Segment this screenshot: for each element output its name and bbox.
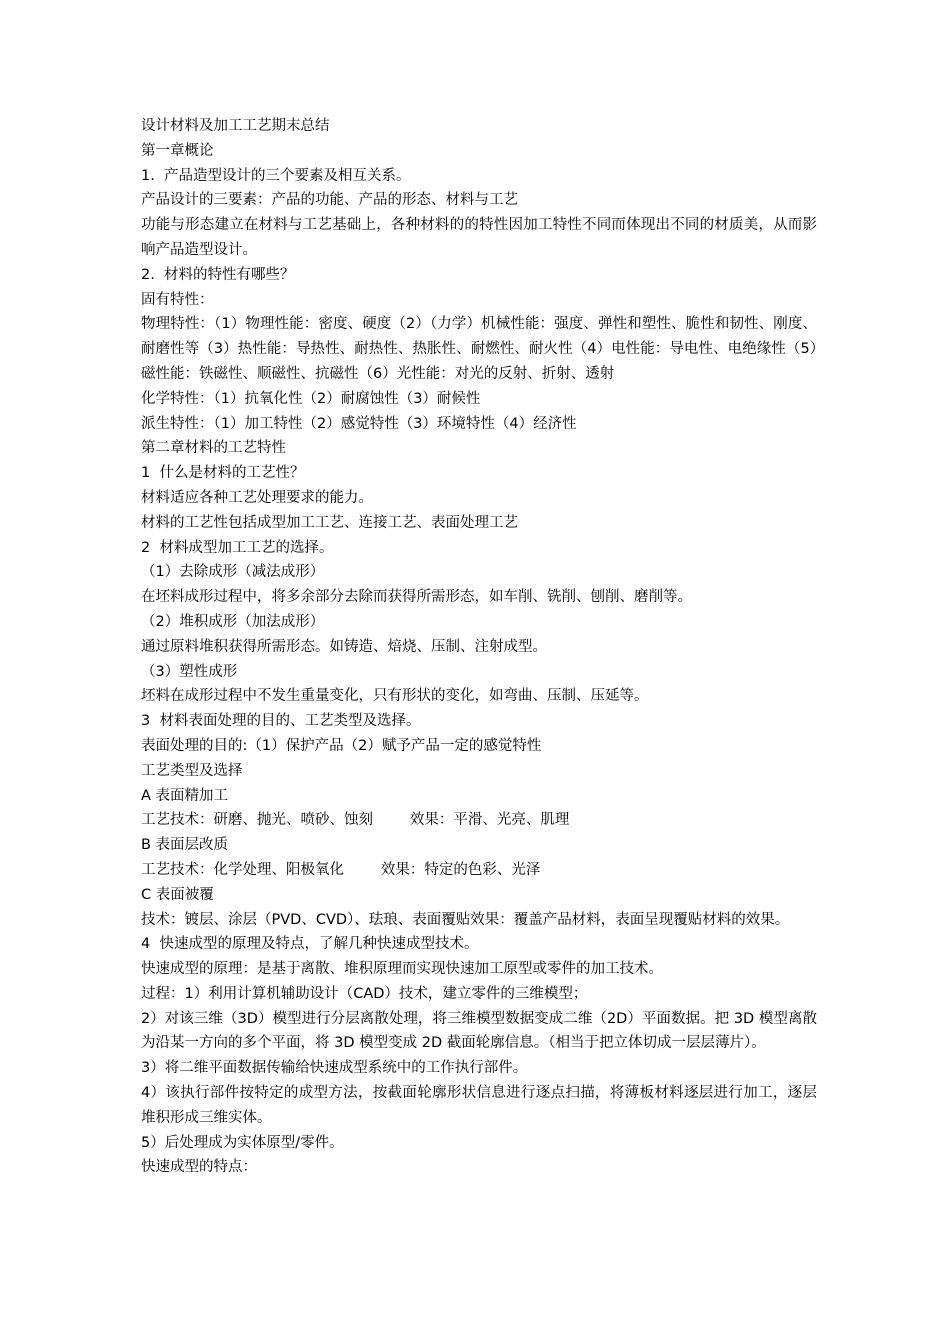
- question-heading: 4 快速成型的原理及特点，了解几种快速成型技术。: [141, 936, 479, 953]
- paragraph: 工艺技术：研磨、抛光、喷砂、蚀刻 效果：平滑、光亮、肌理: [141, 812, 570, 829]
- paragraph: 物理特性：（1）物理性能：密度、硬度（2）（力学）机械性能：强度、弹性和塑性、脆性和韧性、刚度、耐磨性等（3）热性能：导热性、耐热性、热胀性、耐燃性、耐火性（4）电性能：导电性、电绝缘性（5）磁性能：铁磁性、顺磁性、抗磁性（6）光性能：对光的反射、折射、透射: [141, 316, 817, 382]
- list-item: （3）塑性成形: [141, 663, 238, 680]
- question-heading: 2 材料成型加工工艺的选择。: [141, 539, 334, 556]
- paragraph: 过程：1）利用计算机辅助设计（CAD）技术，建立零件的三维模型；: [141, 985, 588, 1002]
- paragraph: 3）将二维平面数据传输给快速成型系统中的工作执行部件。: [141, 1060, 528, 1077]
- paragraph: 固有特性：: [141, 291, 214, 308]
- document-body: [141, 114, 817, 1180]
- question-heading: 3 材料表面处理的目的、工艺类型及选择。: [141, 713, 421, 730]
- paragraph: 功能与形态建立在材料与工艺基础上，各种材料的的特性因加工特性不同而体现出不同的材质美，从而影响产品造型设计。: [141, 217, 817, 258]
- question-heading: 1 什么是材料的工艺性？: [141, 465, 305, 482]
- paragraph: 通过原料堆积获得所需形态。如铸造、焙烧、压制、注射成型。: [141, 638, 547, 655]
- paragraph: 2）对该三维（3D）模型进行分层离散处理，将三维模型数据变成二维（2D）平面数据。把 3D 模型离散为沿某一方向的多个平面，将 3D 模型变成 2D 截面轮廓信息。（相当于把立体切成一层层薄片）。: [141, 1010, 817, 1052]
- list-item: B 表面层改质: [141, 837, 229, 854]
- question-heading: 1. 产品造型设计的三个要素及相互关系。: [141, 167, 411, 184]
- list-item: A 表面精加工: [141, 787, 229, 804]
- paragraph: 在坯料成形过程中，将多余部分去除而获得所需形态，如车削、铣削、刨削、磨削等。: [141, 589, 692, 606]
- chapter-heading: 第一章概论: [141, 142, 214, 159]
- chapter-heading: 第二章材料的工艺特性: [141, 440, 286, 457]
- paragraph: 工艺技术：化学处理、阳极氧化 效果：特定的色彩、光泽: [141, 861, 541, 878]
- paragraph: 快速成型的特点：: [141, 1159, 257, 1176]
- question-heading: 2. 材料的特性有哪些？: [141, 266, 295, 283]
- paragraph: 工艺类型及选择: [141, 762, 243, 779]
- list-item: （1）去除成形（减法成形）: [141, 564, 325, 581]
- list-item: （2）堆积成形（加法成形）: [141, 613, 325, 630]
- paragraph: 材料的工艺性包括成型加工工艺、连接工艺、表面处理工艺: [141, 514, 518, 531]
- paragraph: 表面处理的目的:（1）保护产品（2）赋予产品一定的感觉特性: [141, 737, 542, 754]
- paragraph: 技术：镀层、涂层（PVD、CVD）、珐琅、表面覆贴效果：覆盖产品材料，表面呈现覆贴材料的效果。: [141, 911, 790, 928]
- paragraph: 快速成型的原理：是基于离散、堆积原理而实现快速加工原型或零件的加工技术。: [141, 961, 663, 978]
- paragraph: 4）该执行部件按特定的成型方法，按截面轮廓形状信息进行逐点扫描，将薄板材料逐层进行加工，逐层堆积形成三维实体。: [141, 1085, 817, 1126]
- paragraph: 化学特性：（1）抗氧化性（2）耐腐蚀性（3）耐候性: [141, 390, 481, 407]
- paragraph: 坯料在成形过程中不发生重量变化，只有形状的变化，如弯曲、压制、压延等。: [141, 688, 649, 705]
- list-item: C 表面被覆: [141, 886, 214, 903]
- paragraph: 5）后处理成为实体原型/零件。: [141, 1134, 344, 1151]
- document-title: 设计材料及加工工艺期末总结: [141, 118, 330, 134]
- paragraph: 派生特性：（1）加工特性（2）感觉特性（3）环境特性（4）经济性: [141, 415, 577, 432]
- paragraph: 产品设计的三要素：产品的功能、产品的形态、材料与工艺: [141, 192, 518, 209]
- paragraph: 材料适应各种工艺处理要求的能力。: [141, 489, 373, 506]
